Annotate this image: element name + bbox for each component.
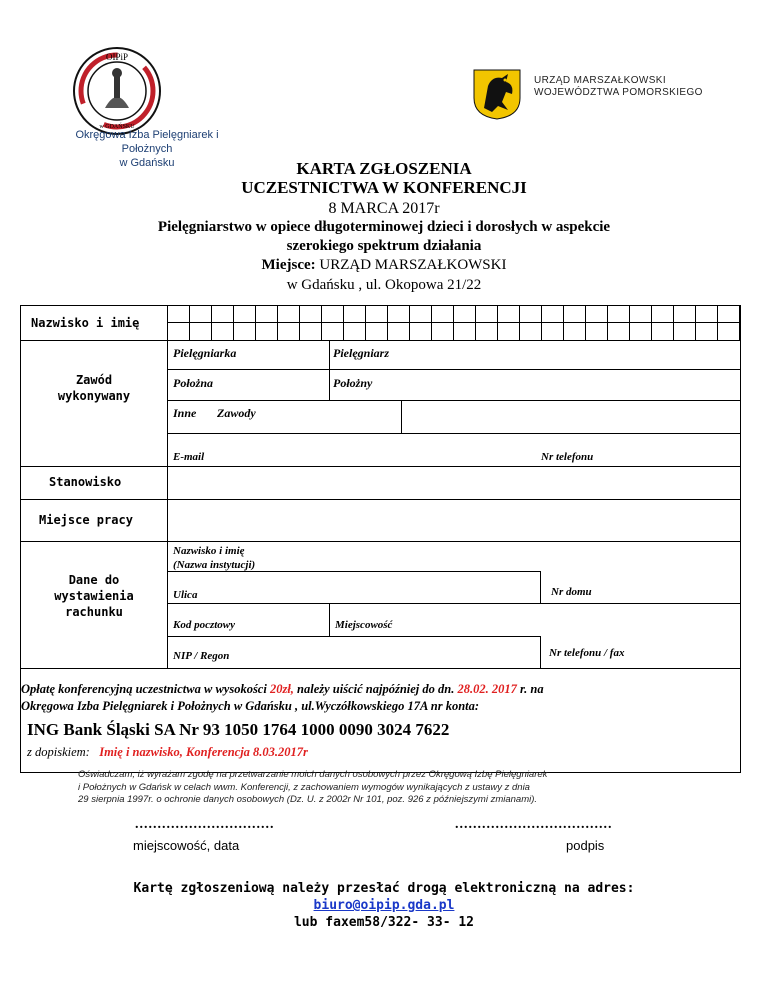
gdpr-statement: Oświadczam, iż wyrażam zgodę na przetwarzanie moich danych osobowych przez Okręgową Izbę Pielęgniarek i Położnych w Gdańsk w celach wwm. Konferencji, z zachowaniem wymogów wynikających z ustawy z dnia 29 sierpnia 1997r. o ochronie danych osobowych (Dz. U. z 2002r Nr 101, poz. 926 z późniejszymi zmianami). (78, 769, 548, 805)
conference-topic-line2: szerokiego spektrum działania (286, 238, 482, 254)
conference-place: Miejsce: URZĄD MARSZAŁKOWSKI (261, 257, 507, 273)
profession-label: Zawód wykonywany (57, 373, 131, 403)
org-name-left: Okręgowa Izba Pielęgniarek i Położnych w Gdańsku (75, 129, 219, 169)
place-date-caption: miejscowość, data (133, 838, 240, 853)
invoice-data-label: Dane do wystawienia rachunku (54, 573, 134, 619)
oipip-logo (72, 46, 162, 136)
footer-instruction: Kartę zgłoszeniową należy przesłać drogą elektroniczną na adres: (133, 881, 635, 896)
bank-account: ING Bank Śląski SA Nr 93 1050 1764 1000 0090 3024 7622 (27, 720, 450, 739)
place-date-line[interactable]: ............................... (135, 817, 275, 832)
phone-label: Nr telefonu (541, 451, 594, 463)
seal-top-text: OIPiP (105, 52, 129, 62)
org-name-right: URZĄD MARSZAŁKOWSKI WOJEWÓDZTWA POMORSKIEGO (534, 75, 703, 98)
house-number-label: Nr domu (551, 586, 592, 598)
conference-date: 8 MARCA 2017r (328, 200, 440, 217)
option-polozny[interactable]: Położny (333, 376, 373, 390)
position-label: Stanowisko (49, 475, 122, 489)
footer-email-row (0, 898, 768, 913)
option-polozna[interactable]: Położna (173, 376, 214, 390)
payment-info-line2: Okręgowa Izba Pielęgniarek i Położnych w Gdańsku , ul.Wyczółkowskiego 17A nr konta: (21, 699, 480, 713)
transfer-note: z dopiskiem: Imię i nazwisko, Konferencja 8.03.2017r (27, 745, 308, 759)
contact-email-link[interactable]: biuro@oipip.gda.pl (313, 898, 455, 913)
signature-caption: podpis (566, 838, 605, 853)
city-label: Miejscowość (335, 619, 393, 631)
pomorskie-griffin-logo (472, 68, 522, 120)
option-zawody: Zawody (217, 406, 256, 420)
street-label: Ulica (173, 589, 198, 601)
payment-deadline: 28.02. 2017 (457, 682, 517, 696)
conference-topic-line1: Pielęgniarstwo w opiece długoterminowej dzieci i dorosłych w aspekcie (157, 219, 611, 235)
form-subtitle: UCZESTNICTWA W KONFERENCJI (241, 178, 527, 197)
signature-line[interactable]: ................................... (455, 817, 613, 832)
invoice-name-label: Nazwisko i imię (Nazwa instytucji) (173, 545, 256, 571)
seal-bottom-text: w GDAŃSKU (99, 124, 135, 130)
nip-label: NIP / Regon (173, 650, 230, 662)
name-label: Nazwisko i imię (31, 316, 140, 330)
option-inne[interactable]: Inne (173, 406, 197, 420)
option-pielegniarka[interactable]: Pielęgniarka (173, 346, 237, 360)
name-letter-grid[interactable] (167, 306, 740, 340)
fee-amount: 20zł, (269, 682, 294, 696)
email-label: E-mail (173, 451, 205, 463)
workplace-label: Miejsce pracy (39, 513, 133, 527)
phone-fax-label: Nr telefonu / fax (549, 647, 625, 659)
payment-info-line1: Opłatę konferencyjną uczestnictwa w wysokości 20zł, należy uiścić najpóźniej do dn. 28.02. 2017 r. na (21, 682, 544, 696)
conference-address: w Gdańsku , ul. Okopowa 21/22 (286, 277, 482, 293)
footer-fax: lub faxem58/322- 33- 12 (293, 915, 474, 930)
registration-form (20, 305, 741, 773)
option-pielegniarz[interactable]: Pielęgniarz (333, 346, 389, 360)
form-title: KARTA ZGŁOSZENIA (296, 159, 472, 178)
postcode-label: Kod pocztowy (173, 619, 236, 631)
